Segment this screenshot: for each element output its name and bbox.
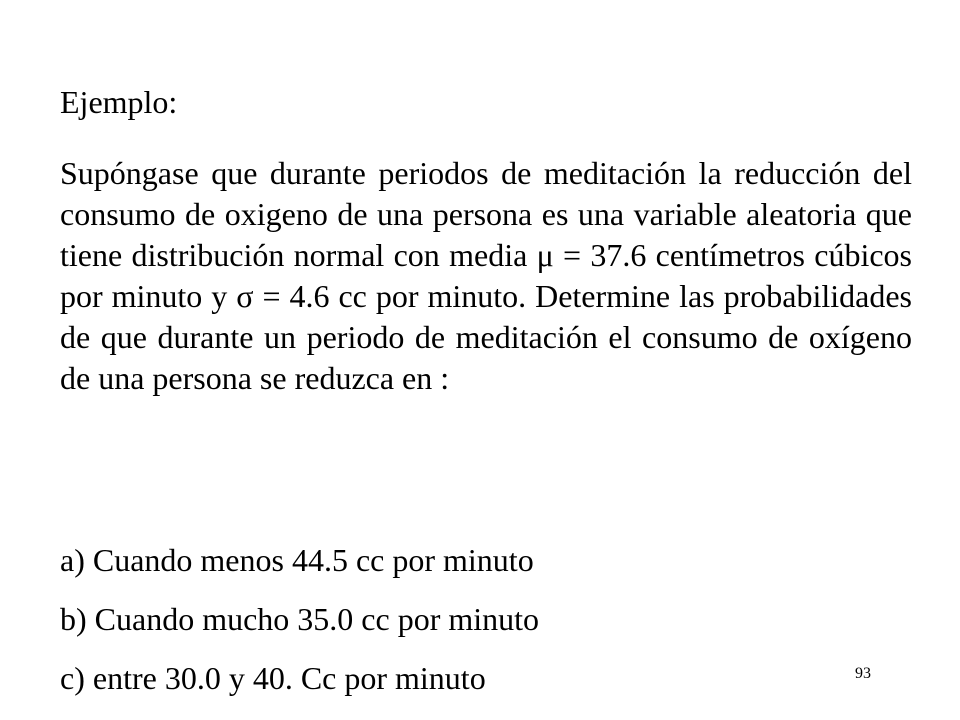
page-number: 93 bbox=[855, 665, 871, 682]
question-item-b: b) Cuando mucho 35.0 cc por minuto bbox=[60, 601, 540, 637]
problem-statement: Supóngase que durante periodos de meditación la reducción del consumo de oxigeno de una persona es una variable aleatoria que tiene distribución normal con media μ = 37.6 centímetros cúbicos por minuto y σ = 4.6 cc por minuto. Determine las probabilidades de que durante un periodo de meditación el consumo de oxígeno de una persona se reduzca en : bbox=[60, 155, 912, 396]
example-heading: Ejemplo: bbox=[60, 84, 178, 120]
question-item-c: c) entre 30.0 y 40. Cc por minuto bbox=[60, 660, 486, 696]
question-list bbox=[60, 540, 539, 717]
question-item-a: a) Cuando menos 44.5 cc por minuto bbox=[60, 542, 534, 578]
